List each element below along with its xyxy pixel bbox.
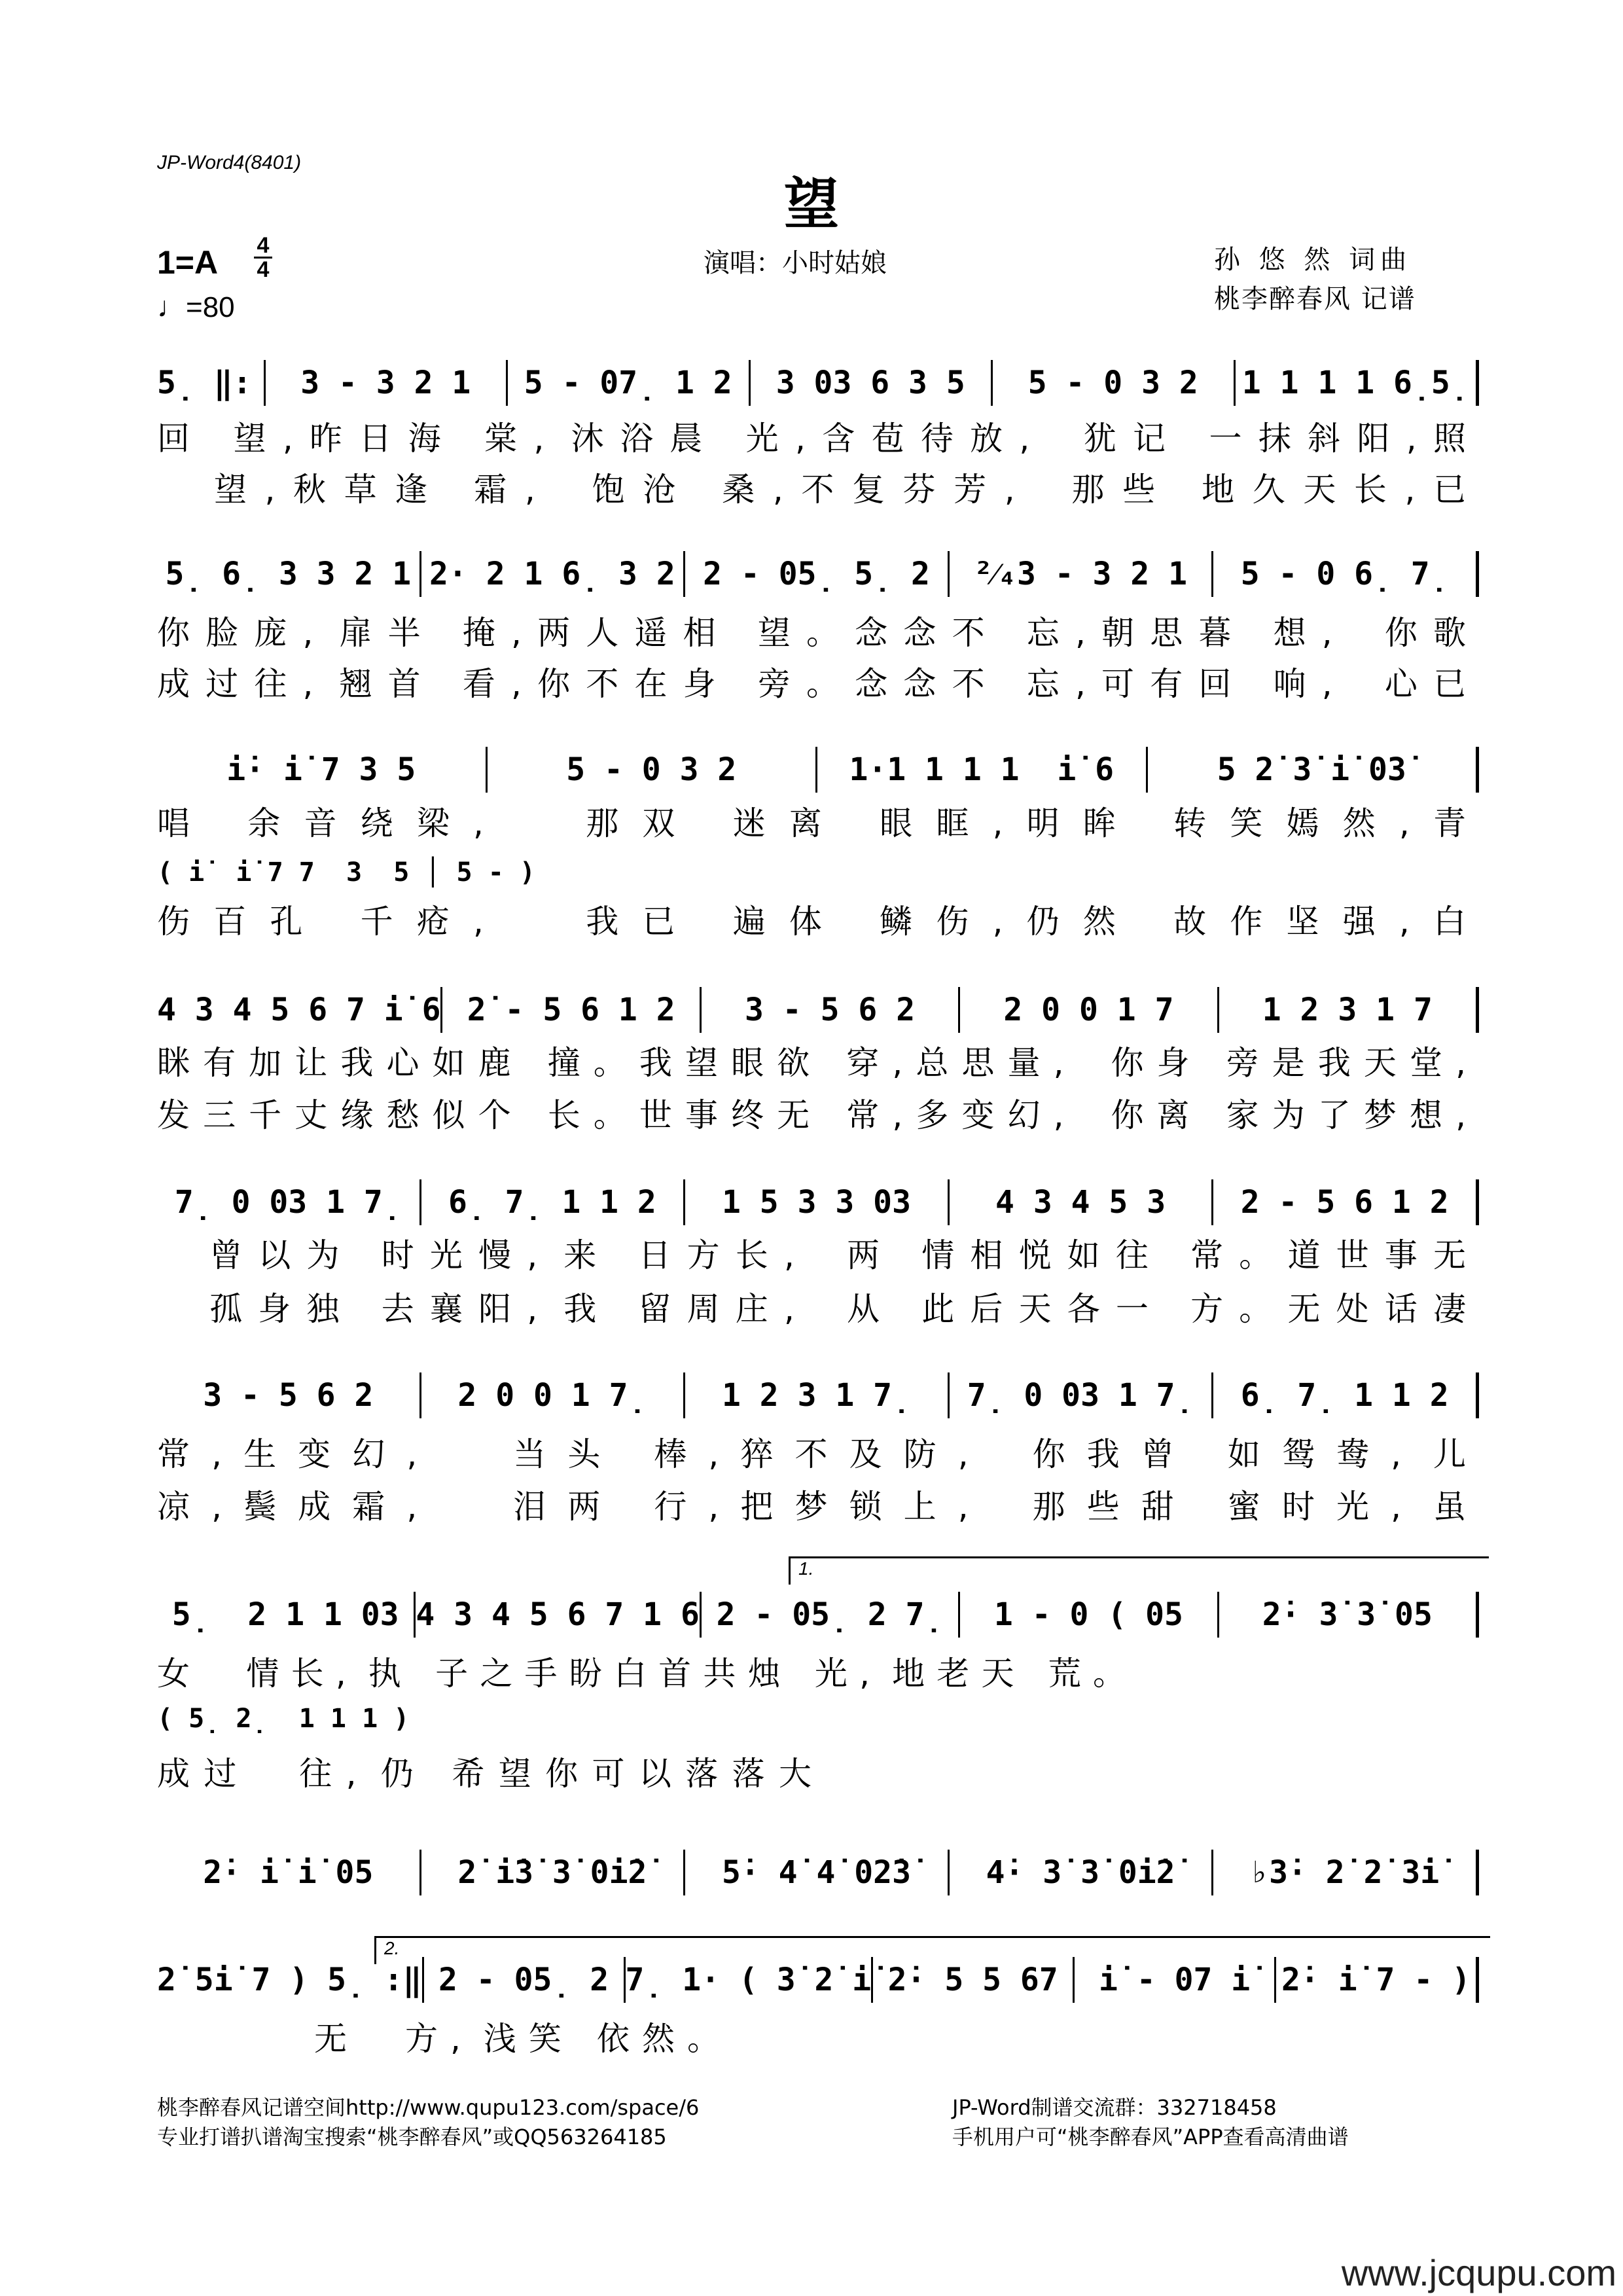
footer-right-1: JP-Word制谱交流群：332718458 (952, 2095, 1277, 2120)
measure: 5 2̇ 3̇ i̇ 03̇ (1148, 747, 1480, 793)
measure: 4 3 4 5 6 7 i̇ 6 (157, 987, 442, 1033)
measure: 1 2 3 1 7̣ (685, 1372, 950, 1418)
measure: 2̇· i̇ 7 - ) (1276, 1957, 1479, 2003)
measure: 5̣ 2 1 1 03 (157, 1592, 416, 1638)
volta-bracket: 1. (789, 1556, 1489, 1585)
measure: 5̇· 4̇ 4̇ 02̇3̇ (685, 1850, 950, 1895)
lyric-line: 凉,鬓成霜, 泪两 行,把梦锁上, 那些甜 蜜时光, 虽 (157, 1488, 1466, 1526)
measure: 7̣ 0 03 1 7̣ (950, 1372, 1214, 1418)
measure: 2̇· 5 5 67 (873, 1957, 1075, 2003)
measure: 4 3 4 5 3 (950, 1179, 1214, 1225)
measure: 1 5 3 3 03 (685, 1179, 950, 1225)
measure: 7̣ 0 03 1 7̣ (157, 1179, 421, 1225)
lyric-line: 你脸庞, 扉半 掩,两人遥相 望。念念不 忘,朝思暮 想, 你歌 (157, 614, 1466, 652)
time-signature (254, 233, 272, 282)
measure: 2 - 05̣ 2 7̣ (702, 1592, 960, 1638)
singer-credit: 演唱：小时姑娘 (704, 248, 887, 278)
alternate-notation: ( i̇ i̇ 7 7 3 5 │ 5 - ) (157, 857, 535, 888)
composer-credit: 孙 悠 然 词曲 (1214, 245, 1412, 275)
lyric-line: 曾以为 时光慢, 来 日方长, 两 情相悦如往 常。道世事无 (157, 1236, 1466, 1274)
footer-right-2: 手机用户可“桃李醉春风”APP查看高清曲谱 (952, 2125, 1349, 2149)
footer-left-2: 专业打谱扒谱淘宝搜索“桃李醉春风”或QQ563264185 (157, 2125, 667, 2149)
measure: 2̇· 3̇ 3̇ 05 (1219, 1592, 1479, 1638)
measure: 2̇ i̇3̇ 3̇ 0i̇2̇ (421, 1850, 686, 1895)
measure: 5 - 0 6̣ 7̣ (1213, 551, 1479, 597)
lyric-line: 女 情长, 执 子之手盼白首共烛 光, 地老天 荒。 (157, 1655, 1126, 1693)
measure: i̇ - 07 i̇ (1075, 1957, 1276, 2003)
measure: 3 - 5 6 2 (702, 987, 960, 1033)
lyric-line: 成过往, 翘首 看,你不在身 旁。念念不 忘,可有回 响, 心已 (157, 665, 1466, 703)
measure: 2 - 05̣ 5̣ 2 (685, 551, 950, 597)
measure: 5 - 0 3 2 (488, 747, 818, 793)
lyric-line-alt: 伤百孔 千疮, 我已 遍体 鳞伤,仍然 故作坚强,白 (157, 903, 1466, 941)
measure: 2̇ 5i̇ 7 ) 5̣ :‖ (157, 1957, 424, 2003)
lyric-line: 无 方, 浅笑 依然。 (314, 2020, 720, 2058)
measure: 2 - 5 6 1 2 (1213, 1179, 1479, 1225)
notation-system (157, 1592, 1479, 1638)
lyric-line: 回 望,昨日海 棠, 沐浴晨 光,含苞待放, 犹记 一抹斜阳,照 (157, 420, 1466, 457)
measure: 2· 2 1 6̣ 3 2 (421, 551, 686, 597)
measure: 3 - 3 2 1 (266, 360, 508, 406)
measure: 5̣ 6̣ 3 3 2 1 (157, 551, 421, 597)
lyric-line: 望,秋草逢 霜, 饱沧 桑,不复芬芳, 那些 地久天长,已 (157, 471, 1466, 509)
measure: 2̇· i̇ i̇ 05 (157, 1850, 421, 1895)
measure: 2 - 05̣ 2 (424, 1957, 626, 2003)
lyric-line: 唱 余音绕梁, 那双 迷离 眼眶,明眸 转笑嫣然,青 (157, 804, 1466, 842)
song-title: 望 (783, 172, 839, 236)
notation-system (157, 551, 1479, 597)
measure: 7̣ 1· ( 3̇ 2̇ i̇ (626, 1957, 874, 2003)
measure: 3 - 5 6 2 (157, 1372, 421, 1418)
notation-system (157, 747, 1479, 793)
software-version: JP-Word4(8401) (157, 152, 302, 173)
measure: 4 3 4 5 6 7 1 6 (416, 1592, 701, 1638)
measure: 6̣ 7̣ 1 1 2 (1213, 1372, 1479, 1418)
measure: ²⁄₄3 - 3 2 1 (950, 551, 1214, 597)
notation-system (157, 360, 1479, 406)
measure: 5̣ ‖: (157, 360, 266, 406)
lyric-line: 孤身独 去襄阳, 我 留周庄, 从 此后天各一 方。无处话凄 (157, 1290, 1466, 1328)
measure: 5 - 07̣ 1 2 (508, 360, 751, 406)
watermark: www.jcqupu.com (1341, 2252, 1616, 2293)
notation-system (157, 1179, 1479, 1225)
measure: 1·1 1 1 1 i̇ 6 (817, 747, 1148, 793)
notation-system (157, 1372, 1479, 1418)
lyric-line: 眯有加让我心如鹿 撞。我望眼欲 穿,总思量, 你身 旁是我天堂, (157, 1044, 1466, 1082)
lyric-line: 常,生变幻, 当头 棒,猝不及防, 你我曾 如鸳鸯, 儿 (157, 1435, 1466, 1473)
measure: 6̣ 7̣ 1 1 2 (421, 1179, 686, 1225)
measure: 2 0 0 1 7̣ (421, 1372, 686, 1418)
footer-left-1: 桃李醉春风记谱空间http://www.qupu123.com/space/6 (157, 2095, 700, 2120)
measure: 5 - 0 3 2 (993, 360, 1236, 406)
lyric-line: 发三千丈缘愁似个 长。世事终无 常,多变幻, 你离 家为了梦想, (157, 1096, 1466, 1134)
time-sig-top: 4 (257, 233, 270, 258)
measure: 1 2 3 1 7 (1219, 987, 1479, 1033)
measure: 4̇· 3̇ 3̇ 0i̇2̇ (950, 1850, 1214, 1895)
notation-system (157, 987, 1479, 1033)
lyric-line-alt: 成过 往, 仍 希望你可以落落大 (157, 1755, 812, 1793)
measure: 1 - 0 ( 05 (960, 1592, 1219, 1638)
volta-bracket: 2. (374, 1936, 1490, 1964)
measure: 3 03 6 3 5 (751, 360, 993, 406)
measure: ♭3̇· 2̇ 2̇ 3̇i̇ (1213, 1850, 1479, 1895)
transcriber-credit: 桃李醉春风 记谱 (1214, 284, 1416, 314)
key-signature: 1=A (157, 244, 219, 281)
time-sig-bottom: 4 (257, 257, 270, 282)
alternate-notation: ( 5̣ 2̣ 1 1 1 ) (157, 1704, 410, 1734)
measure: 2 0 0 1 7 (960, 987, 1219, 1033)
measure: 1 1 1 1 6̣5̣ (1236, 360, 1480, 406)
notation-system (157, 1850, 1479, 1895)
tempo-marking: ♩=80 (157, 291, 235, 323)
measure: 2̇ - 5 6 1 2 (442, 987, 701, 1033)
measure: i̇· i̇ 7 3 5 (157, 747, 488, 793)
